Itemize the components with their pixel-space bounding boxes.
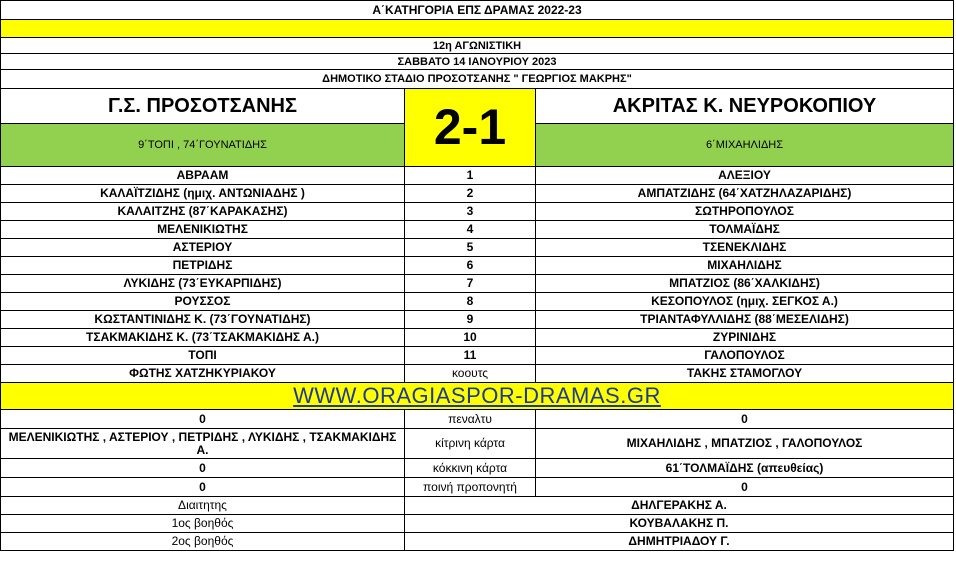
away-player: ΤΟΛΜΑΪΔΗΣ	[535, 220, 954, 239]
round-label: 12η ΑΓΩΝΙΣΤΙΚΗ	[0, 37, 954, 54]
home-player: ΡΟΥΣΣΟΣ	[0, 292, 405, 311]
assistant-1-label: 1ος βοηθός	[0, 514, 405, 533]
away-coach: ΤΑΚΗΣ ΣΤΑΜΟΓΛΟΥ	[535, 364, 954, 383]
away-red-cards: 61΄ΤΟΛΜΑΪΔΗΣ (απευθείας)	[535, 458, 954, 478]
home-red-cards: 0	[0, 458, 405, 478]
shirt-number: 1	[404, 166, 536, 185]
shirt-number: 6	[404, 256, 536, 275]
home-coach: ΦΩΤΗΣ ΧΑΤΖΗΚΥΡΙΑΚΟΥ	[0, 364, 405, 383]
away-scorers: 6΄ΜΙΧΑΗΛΙΔΗΣ	[535, 123, 954, 167]
shirt-number: 7	[404, 274, 536, 293]
home-player: ΑΣΤΕΡΙΟΥ	[0, 238, 405, 257]
shirt-number: 5	[404, 238, 536, 257]
away-player: ΑΛΕΞΙΟΥ	[535, 166, 954, 185]
assistant-2-name: ΔΗΜΗΤΡΙΑΔΟΥ Γ.	[404, 532, 954, 551]
away-player: ΜΠΑΤΖΙΟΣ (86΄ΧΑΛΚΙΔΗΣ)	[535, 274, 954, 293]
website-banner	[0, 382, 954, 410]
away-yellow-cards: ΜΙΧΑΗΛΙΔΗΣ , ΜΠΑΤΖΙΟΣ , ΓΑΛΟΠΟΥΛΟΣ	[535, 428, 954, 459]
away-penalties: 0	[535, 409, 954, 429]
away-player: ΑΜΠΑΤΖΙΔΗΣ (64΄ΧΑΤΖΗΛΑΖΑΡΙΔΗΣ)	[535, 184, 954, 203]
home-scorers: 9΄ΤΟΠΙ , 74΄ΓΟΥΝΑΤΙΔΗΣ	[0, 123, 405, 167]
coach-label: κοουτς	[404, 364, 536, 383]
away-coach-penalty: 0	[535, 477, 954, 497]
shirt-number: 3	[404, 202, 536, 221]
penalty-label: πεναλτυ	[404, 409, 536, 429]
shirt-number: 4	[404, 220, 536, 239]
home-penalties: 0	[0, 409, 405, 429]
shirt-number: 10	[404, 328, 536, 347]
home-player: ΑΒΡΑΑΜ	[0, 166, 405, 185]
final-score: 2-1	[404, 88, 536, 167]
website-link[interactable]: WWW.ORAGIASPOR-DRAMAS.GR	[293, 383, 661, 408]
venue: ΔΗΜΟΤΙΚΟ ΣΤΑΔΙΟ ΠΡΟΣΟΤΣΑΝΗΣ " ΓΕΩΡΓΙΟΣ ΜΑΚΡΗΣ"	[0, 69, 954, 89]
home-player: ΚΩΣΤΑΝΤΙΝΙΔΗΣ Κ. (73΄ΓΟΥΝΑΤΙΔΗΣ)	[0, 310, 405, 329]
home-player: ΜΕΛΕΝΙΚΙΩΤΗΣ	[0, 220, 405, 239]
match-date: ΣΑΒΒΑΤΟ 14 ΙΑΝΟΥΡΙΟΥ 2023	[0, 53, 954, 70]
yellow-card-label: κίτρινη κάρτα	[404, 428, 536, 459]
home-coach-penalty: 0	[0, 477, 405, 497]
yellow-separator	[0, 19, 954, 38]
away-team-name: ΑΚΡΙΤΑΣ Κ. ΝΕΥΡΟΚΟΠΙΟΥ	[535, 88, 954, 124]
assistant-1-name: ΚΟΥΒΑΛΑΚΗΣ Π.	[404, 514, 954, 533]
home-team-name: Γ.Σ. ΠΡΟΣΟΤΣΑΝΗΣ	[0, 88, 405, 124]
shirt-number: 11	[404, 346, 536, 365]
home-player: ΛΥΚΙΔΗΣ (73΄ΕΥΚΑΡΠΙΔΗΣ)	[0, 274, 405, 293]
away-player: ΖΥΡΙΝΙΔΗΣ	[535, 328, 954, 347]
shirt-number: 8	[404, 292, 536, 311]
coach-penalty-label: ποινή προπονητή	[404, 477, 536, 497]
red-card-label: κόκκινη κάρτα	[404, 458, 536, 478]
home-player: ΠΕΤΡΙΔΗΣ	[0, 256, 405, 275]
referee-label: Διαιτητης	[0, 496, 405, 515]
away-player: ΤΣΕΝΕΚΛΙΔΗΣ	[535, 238, 954, 257]
away-player: ΣΩΤΗΡΟΠΟΥΛΟΣ	[535, 202, 954, 221]
shirt-number: 9	[404, 310, 536, 329]
assistant-2-label: 2ος βοηθός	[0, 532, 405, 551]
home-yellow-cards: ΜΕΛΕΝΙΚΙΩΤΗΣ , ΑΣΤΕΡΙΟΥ , ΠΕΤΡΙΔΗΣ , ΛΥΚΙΔΗΣ , ΤΣΑΚΜΑΚΙΔΗΣ Α.	[0, 428, 405, 459]
away-player: ΚΕΣΟΠΟΥΛΟΣ (ημιχ. ΣΕΓΚΟΣ Α.)	[535, 292, 954, 311]
shirt-number: 2	[404, 184, 536, 203]
home-player: ΤΣΑΚΜΑΚΙΔΗΣ Κ. (73΄ΤΣΑΚΜΑΚΙΔΗΣ Α.)	[0, 328, 405, 347]
away-player: ΜΙΧΑΗΛΙΔΗΣ	[535, 256, 954, 275]
away-player: ΤΡΙΑΝΤΑΦΥΛΛΙΔΗΣ (88΄ΜΕΣΕΛΙΔΗΣ)	[535, 310, 954, 329]
competition-title: Α΄ΚΑΤΗΓΟΡΙΑ ΕΠΣ ΔΡΑΜΑΣ 2022-23	[0, 0, 954, 20]
home-player: ΤΟΠΙ	[0, 346, 405, 365]
home-player: ΚΑΛΑΙΤΖΗΣ (87΄ΚΑΡΑΚΑΣΗΣ)	[0, 202, 405, 221]
home-player: ΚΑΛΑΪΤΖΙΔΗΣ (ημιχ. ΑΝΤΩΝΙΑΔΗΣ )	[0, 184, 405, 203]
away-player: ΓΑΛΟΠΟΥΛΟΣ	[535, 346, 954, 365]
referee-name: ΔΗΛΓΕΡΑΚΗΣ Α.	[404, 496, 954, 515]
